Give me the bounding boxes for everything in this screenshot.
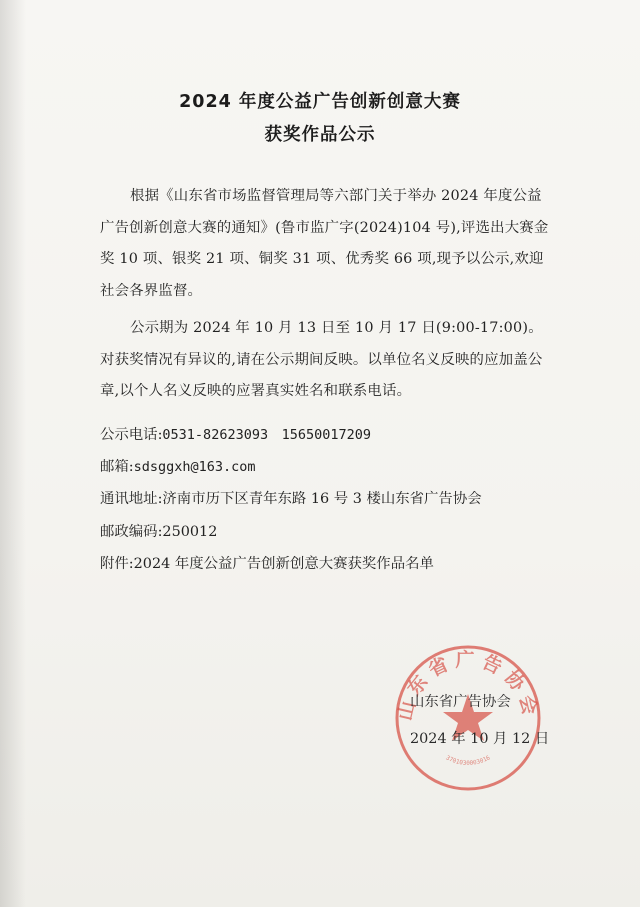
paragraph-announcement: 根据《山东省市场监督管理局等六部门关于举办 2024 年度公益广告创新创意大赛的通知》(鲁市监广字(2024)104 号),评选出大赛金奖 10 项、银奖 21 项、铜奖 31 项、优秀奖 66 项,现予以公示,欢迎社会各界监督。 [100,188,549,299]
signature-organization: 山东省广告协会 [410,694,511,710]
email-value: sdsggxh@163.com [133,459,256,475]
seal-text: 山东省广告协会 [394,649,542,723]
email-label: 邮箱: [100,459,134,475]
attachment-line: 附件:2024 年度公益广告创新创意大赛获奖作品名单 [100,556,434,572]
document-title: 2024 年度公益广告创新创意大赛 [179,92,461,112]
signature-date: 2024 年 10 月 12 日 [410,731,550,747]
official-seal-stamp [392,642,544,794]
phone-value: 0531-82623093 15650017209 [162,427,371,443]
seal-serial: 3701030003016 [444,754,492,767]
document-subtitle: 获奖作品公示 [264,125,376,145]
phone-line [100,423,371,444]
postcode-line: 邮政编码:250012 [100,524,218,540]
phone-label: 公示电话: [100,427,163,443]
paragraph-period: 公示期为 2024 年 10 月 13 日至 10 月 17 日(9:00-17:00)。对获奖情况有异议的,请在公示期间反映。以单位名义反映的应加盖公章,以个人名义反映的应署真实姓名和联系电话。 [100,320,543,399]
email-line [100,455,256,476]
address-line: 通讯地址:济南市历下区青年东路 16 号 3 楼山东省广告协会 [100,491,482,507]
